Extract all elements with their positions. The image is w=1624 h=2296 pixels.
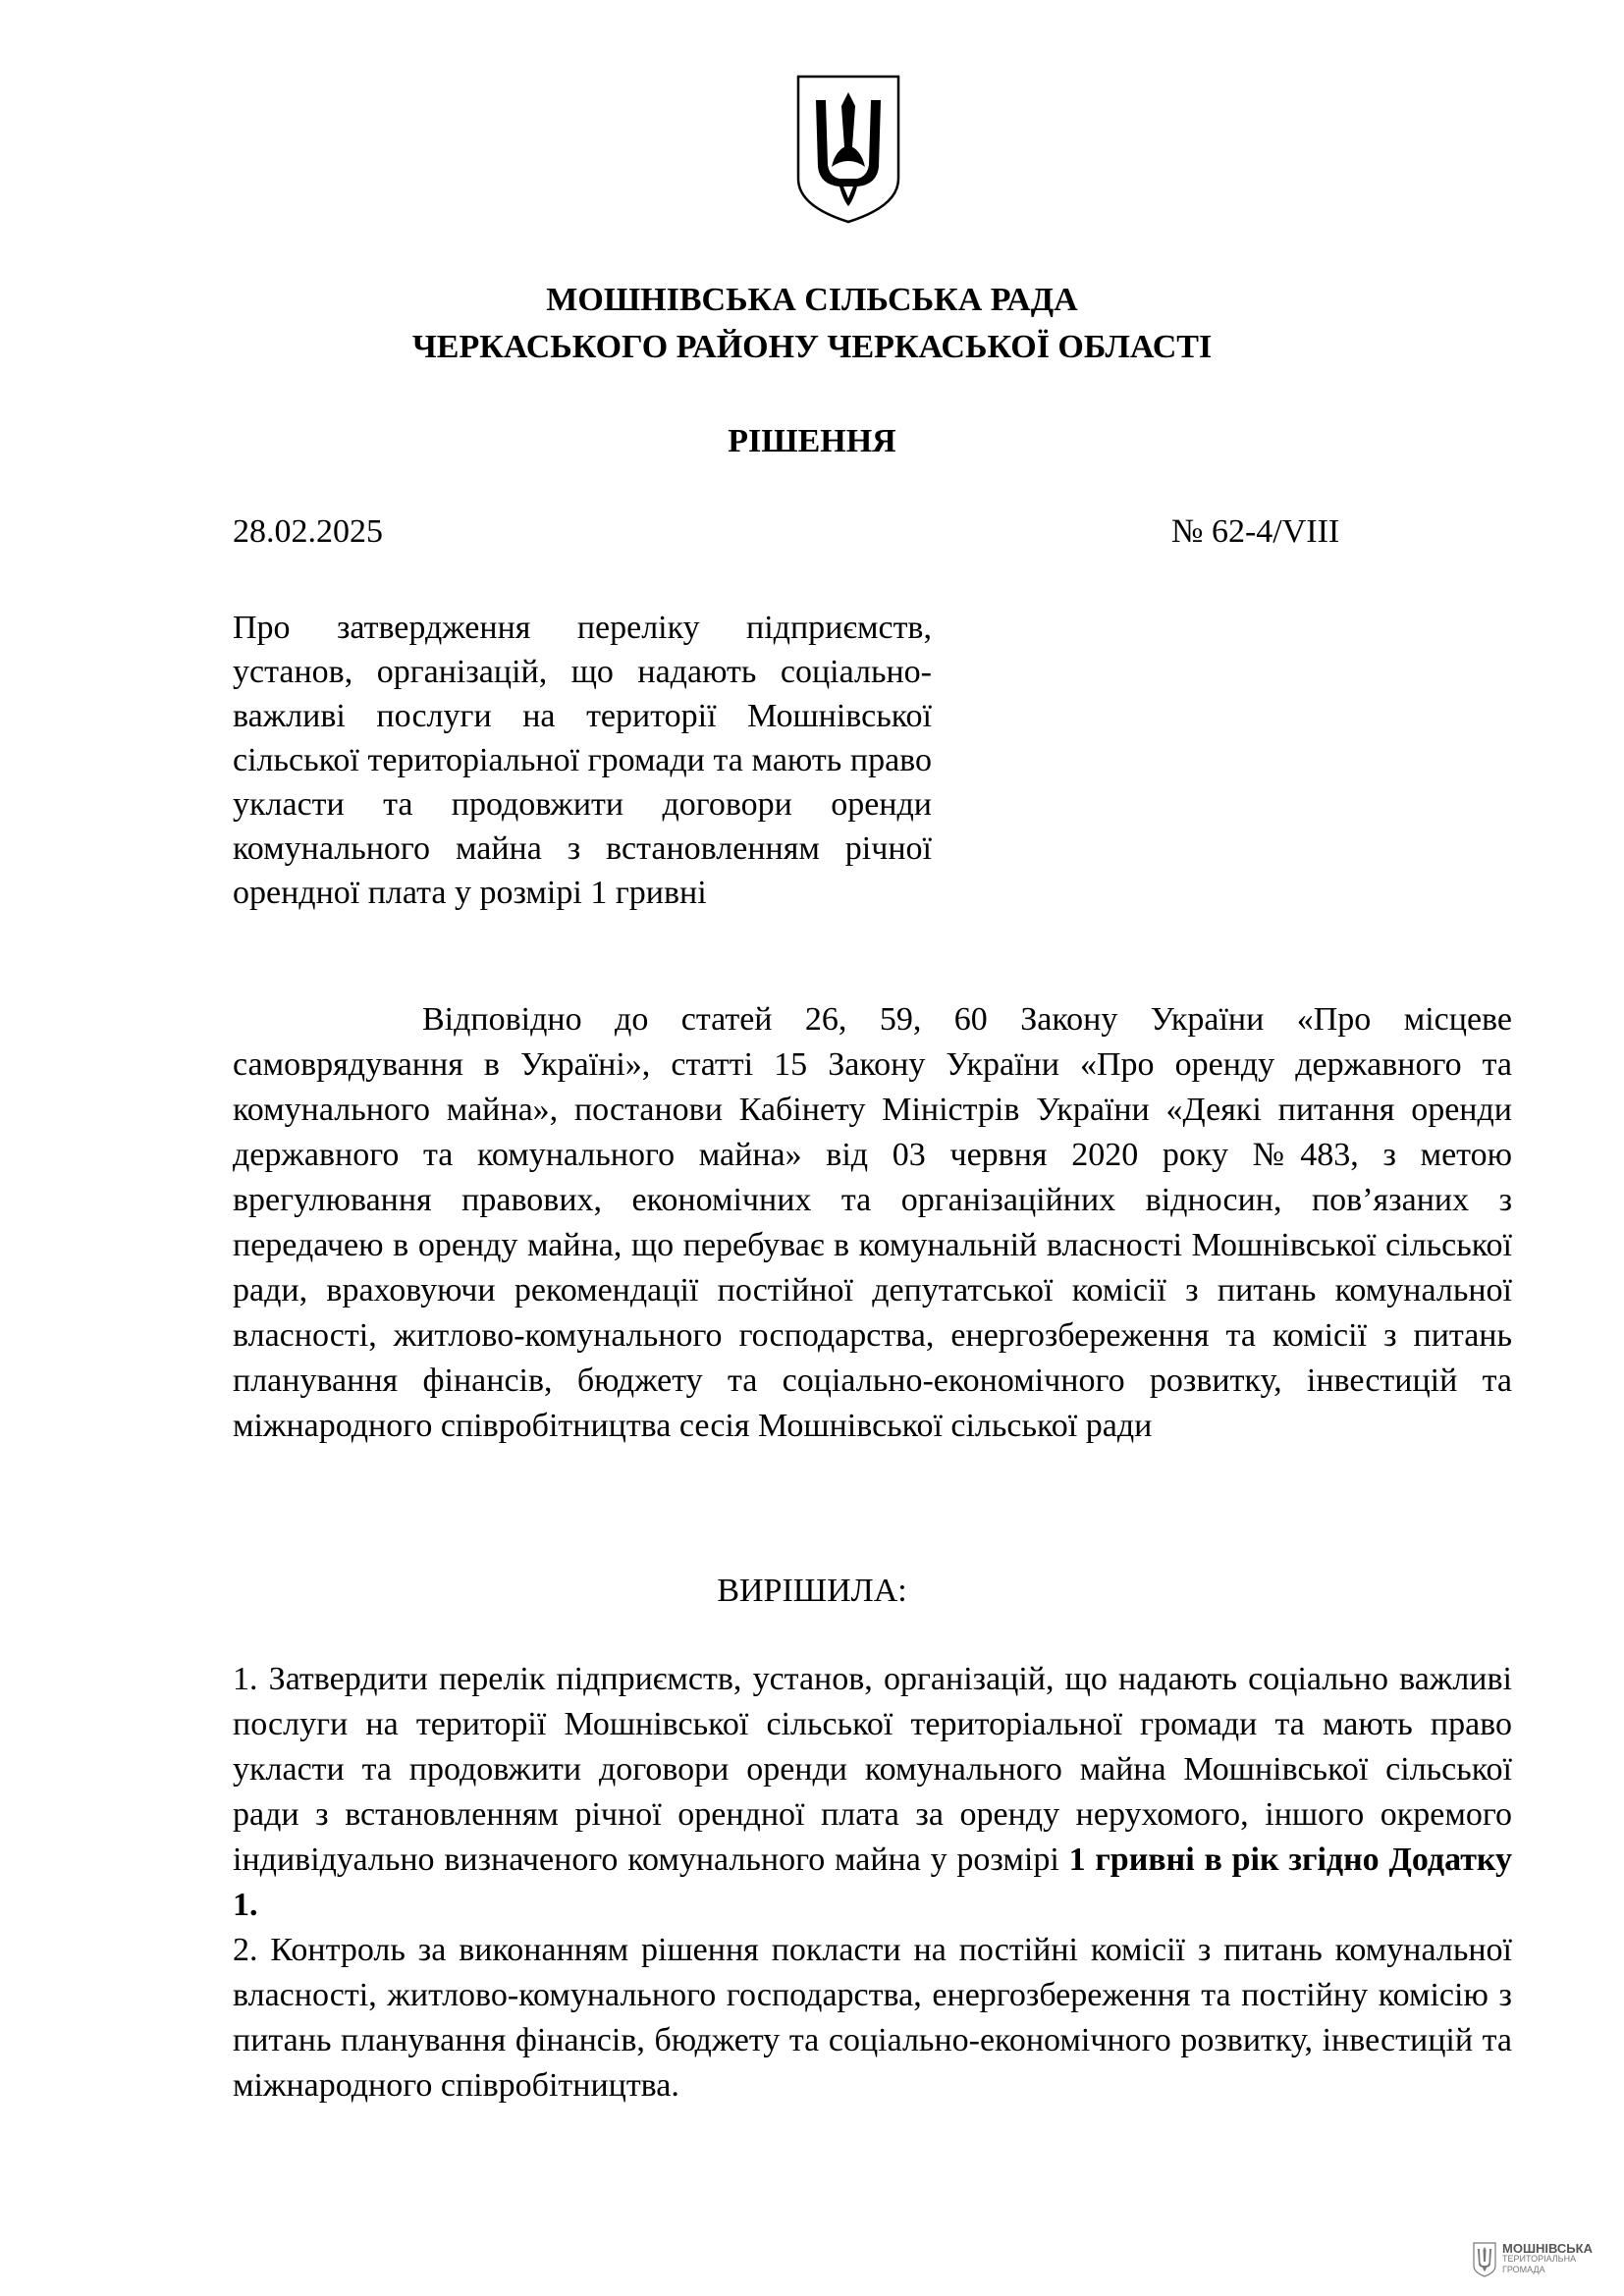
watermark-line-3: ГРОМАДА [1502, 2265, 1545, 2274]
ukraine-trident-icon [792, 71, 904, 226]
watermark-line-1: МОШНІВСЬКА [1502, 2241, 1593, 2256]
preamble-paragraph: Відповідно до статей 26, 59, 60 Закону України «Про місцеве самоврядування в Україні», статті 15 Закону України «Про оренду державного та комунального майна», постанови Кабінету Міністрів України «Деякі питання оренди державного та комунального майна» від 03 червня 2020 року №483, з метою врегулювання правових, економічних та організаційних відносин, пов’язаних з передачею в оренду майна, що перебуває в комунальній власності Мошнівської сільської ради, враховуючи рекомендації постійної депутатської комісії з питань комунальної власності, житлово-комунального господарства, енергозбереження та комісії з питань планування фінансів, бюджету та соціально-економічного розвитку, інвестицій та міжнародного співробітництва сесія Мошнівської сільської ради [233, 1001, 1512, 1444]
document-heading: РІШЕННЯ [728, 423, 896, 459]
decision-item-1 [233, 1657, 1512, 1928]
decision-item-2: 2. Контроль за виконанням рішення покласти на постійні комісії з питань комунальної власності, житлово-комунального господарства, енергозбереження та постійну комісію з питань планування фінансів, бюджету та соціально-економічного розвитку, інвестицій та міжнародного співробітництва. [233, 1932, 1512, 2104]
item-1-text: 1. Затвердити перелік підприємств, установ, організацій, що надають соціально важливі послуги на території Мошнівської сільської територіальної громади та мають право укласти та продовжити договори оренди комунального майна Мошнівської сільської ради з встановленням річної орендної плата за оренду нерухомого, іншого окремого індивідуально визначеного комунального майна у розмірі [233, 1661, 1512, 1878]
community-watermark [1473, 2242, 1610, 2281]
item-1-bold-text: 1 гривні в рік згідно Додатку 1. [233, 1842, 1512, 1923]
council-name: МОШНІВСЬКА СІЛЬСЬКА РАДА [546, 282, 1078, 318]
resolved-heading: ВИРІШИЛА: [717, 1573, 907, 1609]
watermark-line-2: ТЕРИТОРІАЛЬНА [1502, 2254, 1577, 2264]
decision-date: 28.02.2025 [233, 513, 383, 550]
watermark-text [1502, 2243, 1593, 2275]
district-name: ЧЕРКАСЬКОГО РАЙОНУ ЧЕРКАСЬКОЇ ОБЛАСТІ [411, 329, 1213, 365]
trident-small-icon [1473, 2242, 1496, 2277]
decision-items [233, 1657, 1512, 2109]
decision-subject: Про затвердження переліку підприємств, установ, організацій, що надають соціально-важливі послуги на території Мошнівської сільської територіальної громади та мають право укласти та продовжити договори оренди комунального майна з встановленням річної орендної плата у розмірі 1 гривні [233, 610, 932, 911]
decision-number: № 62-4/VIII [1171, 513, 1340, 550]
